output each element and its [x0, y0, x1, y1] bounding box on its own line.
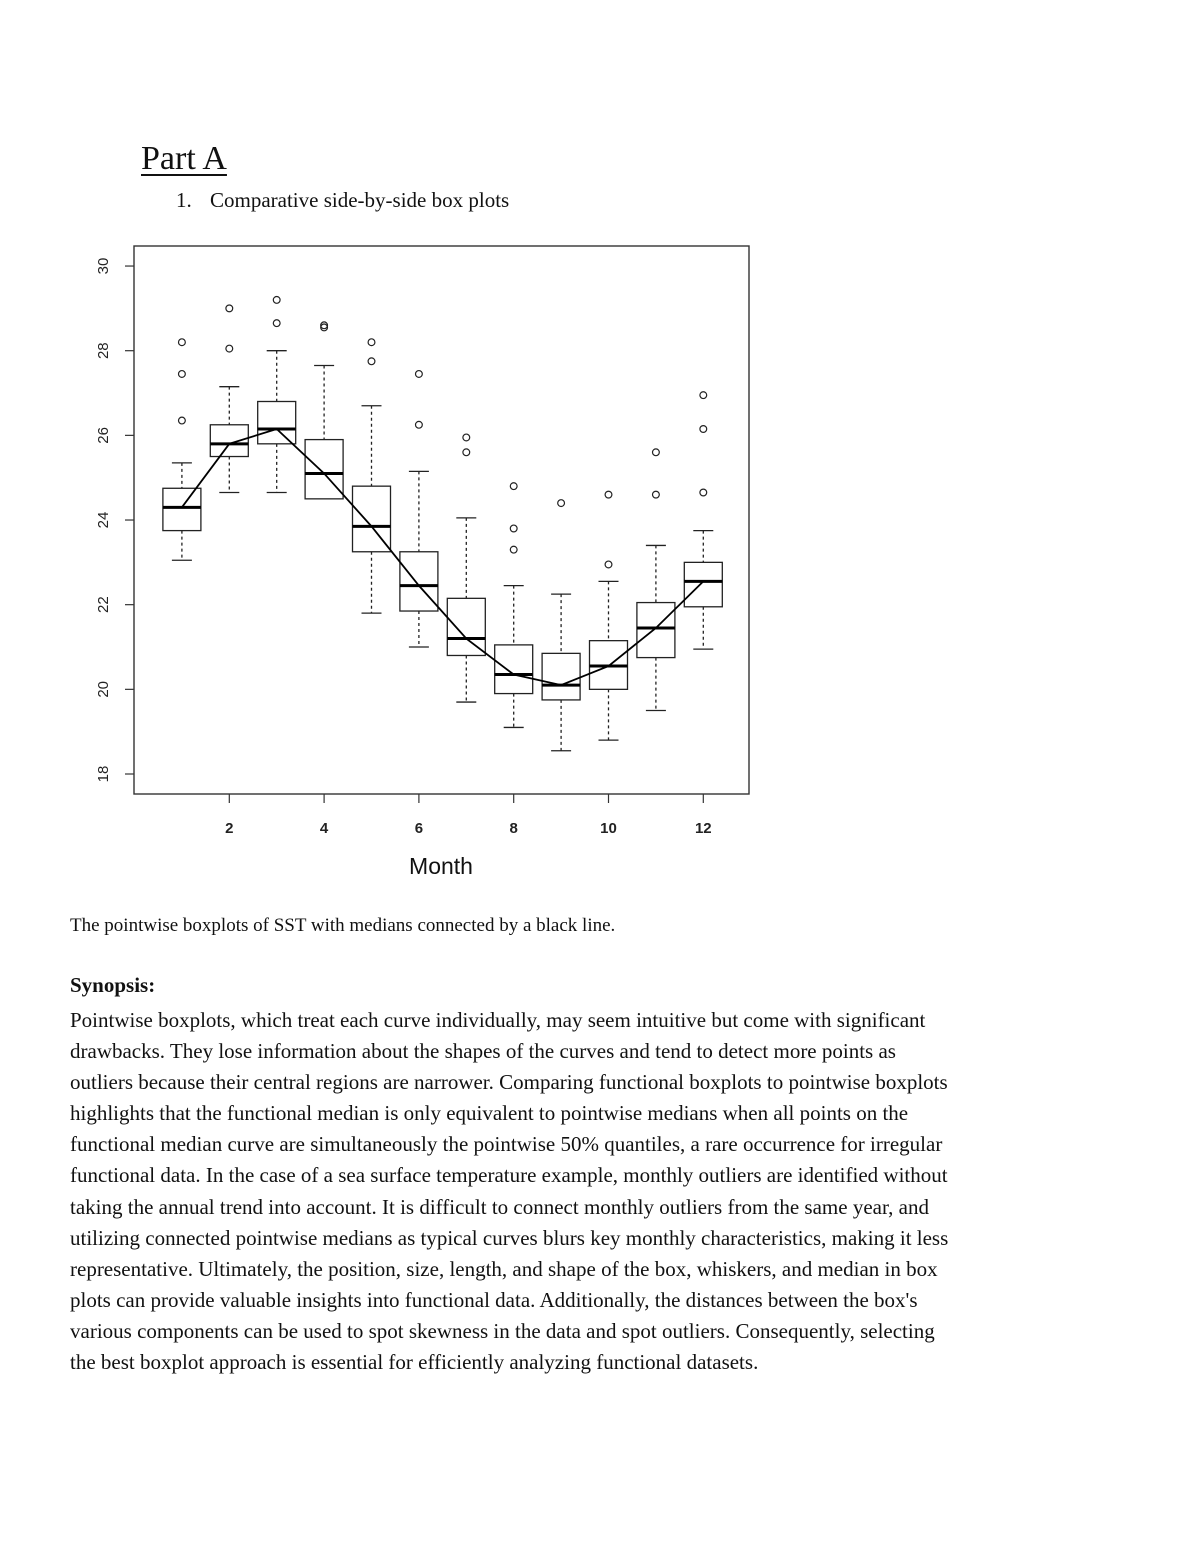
figure-caption: The pointwise boxplots of SST with medians connected by a black line.: [70, 915, 616, 936]
outlier-point: [179, 339, 186, 346]
outlier-point: [226, 345, 233, 352]
outlier-point: [700, 426, 707, 433]
y-tick-label: 20: [95, 680, 112, 698]
box: [447, 598, 485, 655]
outlier-point: [463, 434, 470, 441]
box: [542, 653, 580, 700]
synopsis-line: utilizing connected pointwise medians as typical curves blurs key monthly characteristics, making it less: [70, 1225, 949, 1250]
section-heading: Part A: [141, 140, 227, 177]
outlier-point: [179, 371, 186, 378]
outlier-point: [510, 546, 517, 553]
outlier-point: [179, 417, 186, 424]
synopsis-line: Pointwise boxplots, which treat each curve individually, may seem intuitive but come with significant: [70, 1008, 926, 1032]
list-item-number: 1.: [176, 188, 192, 212]
outlier-point: [700, 489, 707, 496]
x-tick-label: 8: [509, 820, 518, 837]
x-tick-label: 4: [319, 820, 329, 837]
outlier-point: [653, 449, 660, 456]
synopsis-title: Synopsis:: [70, 973, 156, 997]
outlier-point: [226, 305, 233, 312]
box: [684, 562, 722, 606]
outlier-point: [510, 525, 517, 532]
outlier-point: [368, 358, 375, 365]
box: [163, 488, 201, 530]
x-tick-label: 6: [414, 820, 424, 837]
y-tick-label: 26: [95, 427, 112, 444]
outlier-point: [653, 491, 660, 498]
list-item-text: Comparative side-by-side box plots: [210, 188, 510, 212]
outlier-point: [605, 561, 612, 568]
box: [400, 552, 438, 611]
synopsis-line: plots can provide valuable insights into functional data. Additionally, the distances between the box's: [70, 1287, 918, 1312]
synopsis-line: the best boxplot approach is essential for efficiently analyzing functional datasets.: [70, 1350, 759, 1375]
x-tick-label: 2: [225, 820, 234, 837]
plot-frame: [134, 246, 749, 794]
y-tick-label: 24: [95, 511, 112, 529]
synopsis-line: various components can be used to spot skewness in the data and spot outliers. Consequently, selecting: [70, 1318, 935, 1343]
outlier-point: [416, 421, 423, 428]
y-tick-label: 28: [95, 342, 112, 360]
synopsis-line: functional median curve are simultaneously the pointwise 50% quantiles, a rare occurrence for irregular: [70, 1132, 943, 1157]
chart-layer: [95, 246, 749, 879]
synopsis-line: outliers because their central regions are narrower. Comparing functional boxplots to pointwise boxplots: [70, 1070, 948, 1095]
synopsis-line: functional data. In the case of a sea surface temperature example, monthly outliers are identified without: [70, 1163, 948, 1188]
synopsis-line: drawbacks. They lose information about the shapes of the curves and tend to detect more points as: [70, 1039, 896, 1064]
outlier-point: [273, 320, 280, 327]
outlier-point: [510, 483, 517, 490]
y-tick-label: 18: [95, 765, 112, 783]
outlier-point: [605, 491, 612, 498]
box: [637, 603, 675, 658]
outlier-point: [558, 500, 565, 507]
box: [258, 401, 296, 443]
outlier-point: [416, 371, 423, 378]
synopsis-line: highlights that the functional median is only equivalent to pointwise medians when all points on the: [70, 1101, 909, 1126]
x-tick-label: 12: [694, 820, 712, 837]
outlier-point: [273, 297, 280, 304]
y-tick-label: 22: [95, 596, 112, 614]
synopsis-line: representative. Ultimately, the position, size, length, and shape of the box, whiskers, and median in box: [70, 1256, 938, 1281]
x-tick-label: 10: [600, 820, 617, 837]
box: [305, 440, 343, 499]
outlier-point: [700, 392, 707, 399]
x-axis-label: Month: [409, 853, 473, 879]
y-tick-label: 30: [95, 257, 112, 275]
box: [495, 645, 533, 694]
synopsis-body: [70, 1005, 1070, 1378]
outlier-point: [463, 449, 470, 456]
synopsis-line: taking the annual trend into account. It is difficult to connect monthly outliers from the same year, and: [70, 1194, 929, 1219]
box: [210, 425, 248, 457]
outlier-point: [368, 339, 375, 346]
